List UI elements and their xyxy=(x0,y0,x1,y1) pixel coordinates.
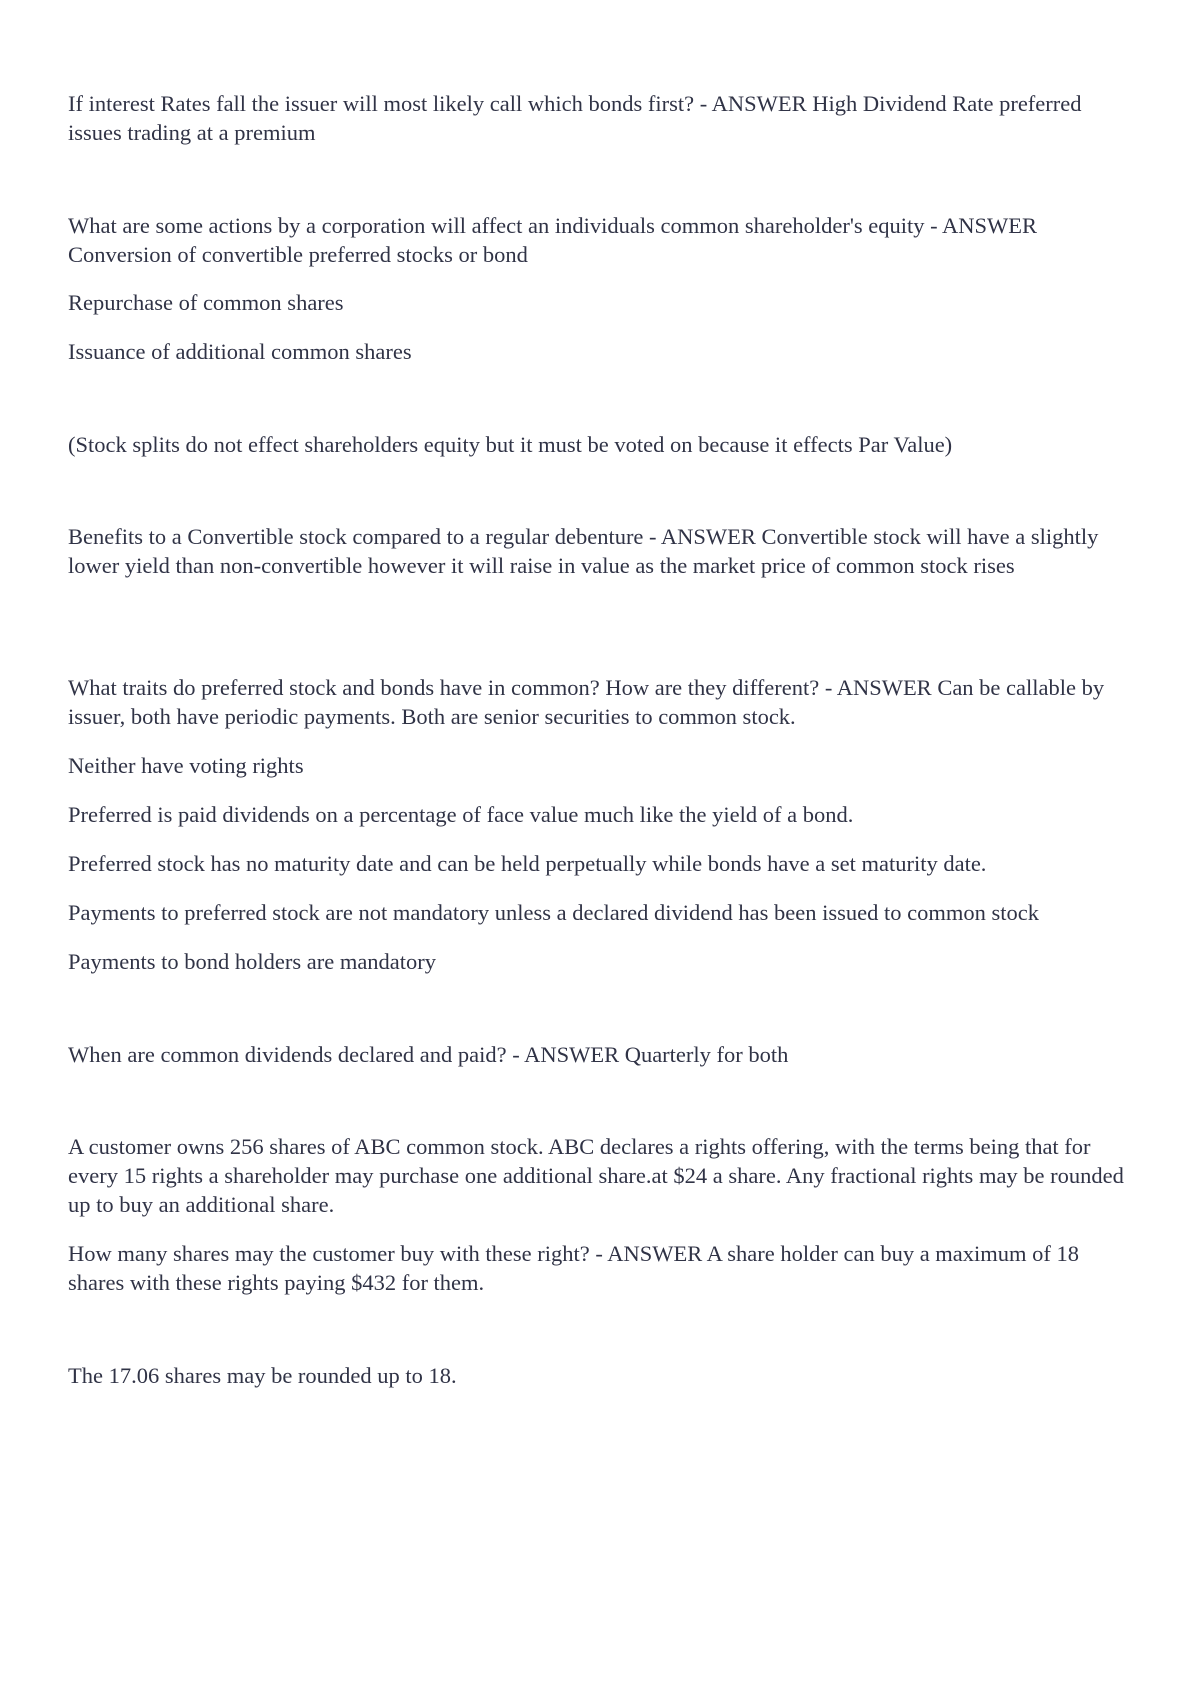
paragraph-issuance: Issuance of additional common shares xyxy=(68,339,412,364)
paragraph-maturity-date: Preferred stock has no maturity date and can be held perpetually while bonds have a set maturity date. xyxy=(68,851,987,876)
paragraph-convertible-benefits: Benefits to a Convertible stock compared to a regular debenture - ANSWER Convertible stock will have a slightly lower yield than non-convertible however it will raise in value as the market price of common stock rises xyxy=(68,524,1099,578)
paragraph-preferred-payments: Payments to preferred stock are not mandatory unless a declared dividend has been issued to common stock xyxy=(68,900,1039,925)
paragraph-preferred-vs-bonds: What traits do preferred stock and bonds have in common? How are they different? - ANSWER Can be callable by issuer, both have periodic payments. Both are senior securities to common stock. xyxy=(68,675,1105,729)
paragraph-voting-rights: Neither have voting rights xyxy=(68,753,304,778)
paragraph-call-bonds-question: If interest Rates fall the issuer will most likely call which bonds first? - ANSWER High Dividend Rate preferred issues trading at a premium xyxy=(68,91,1082,145)
paragraph-shareholder-equity-question: What are some actions by a corporation will affect an individuals common shareholder's equity - ANSWER Conversion of convertible preferred stocks or bond xyxy=(68,213,1038,267)
paragraph-common-dividends: When are common dividends declared and paid? - ANSWER Quarterly for both xyxy=(68,1042,789,1067)
paragraph-repurchase: Repurchase of common shares xyxy=(68,290,344,315)
paragraph-rights-answer: How many shares may the customer buy with these right? - ANSWER A share holder can buy a maximum of 18 shares with these rights paying $432 for them. xyxy=(68,1241,1080,1295)
paragraph-rights-offering: A customer owns 256 shares of ABC common stock. ABC declares a rights offering, with the terms being that for every 15 rights a shareholder may purchase one additional share.at $24 a share. Any fractional rights may be rounded up to buy an additional share. xyxy=(68,1134,1124,1217)
paragraph-stock-splits-note: (Stock splits do not effect shareholders equity but it must be voted on because it effects Par Value) xyxy=(68,432,953,457)
paragraph-preferred-dividends: Preferred is paid dividends on a percentage of face value much like the yield of a bond. xyxy=(68,802,854,827)
paragraph-bond-payments: Payments to bond holders are mandatory xyxy=(68,949,437,974)
paragraph-rounding-note: The 17.06 shares may be rounded up to 18. xyxy=(68,1363,457,1388)
